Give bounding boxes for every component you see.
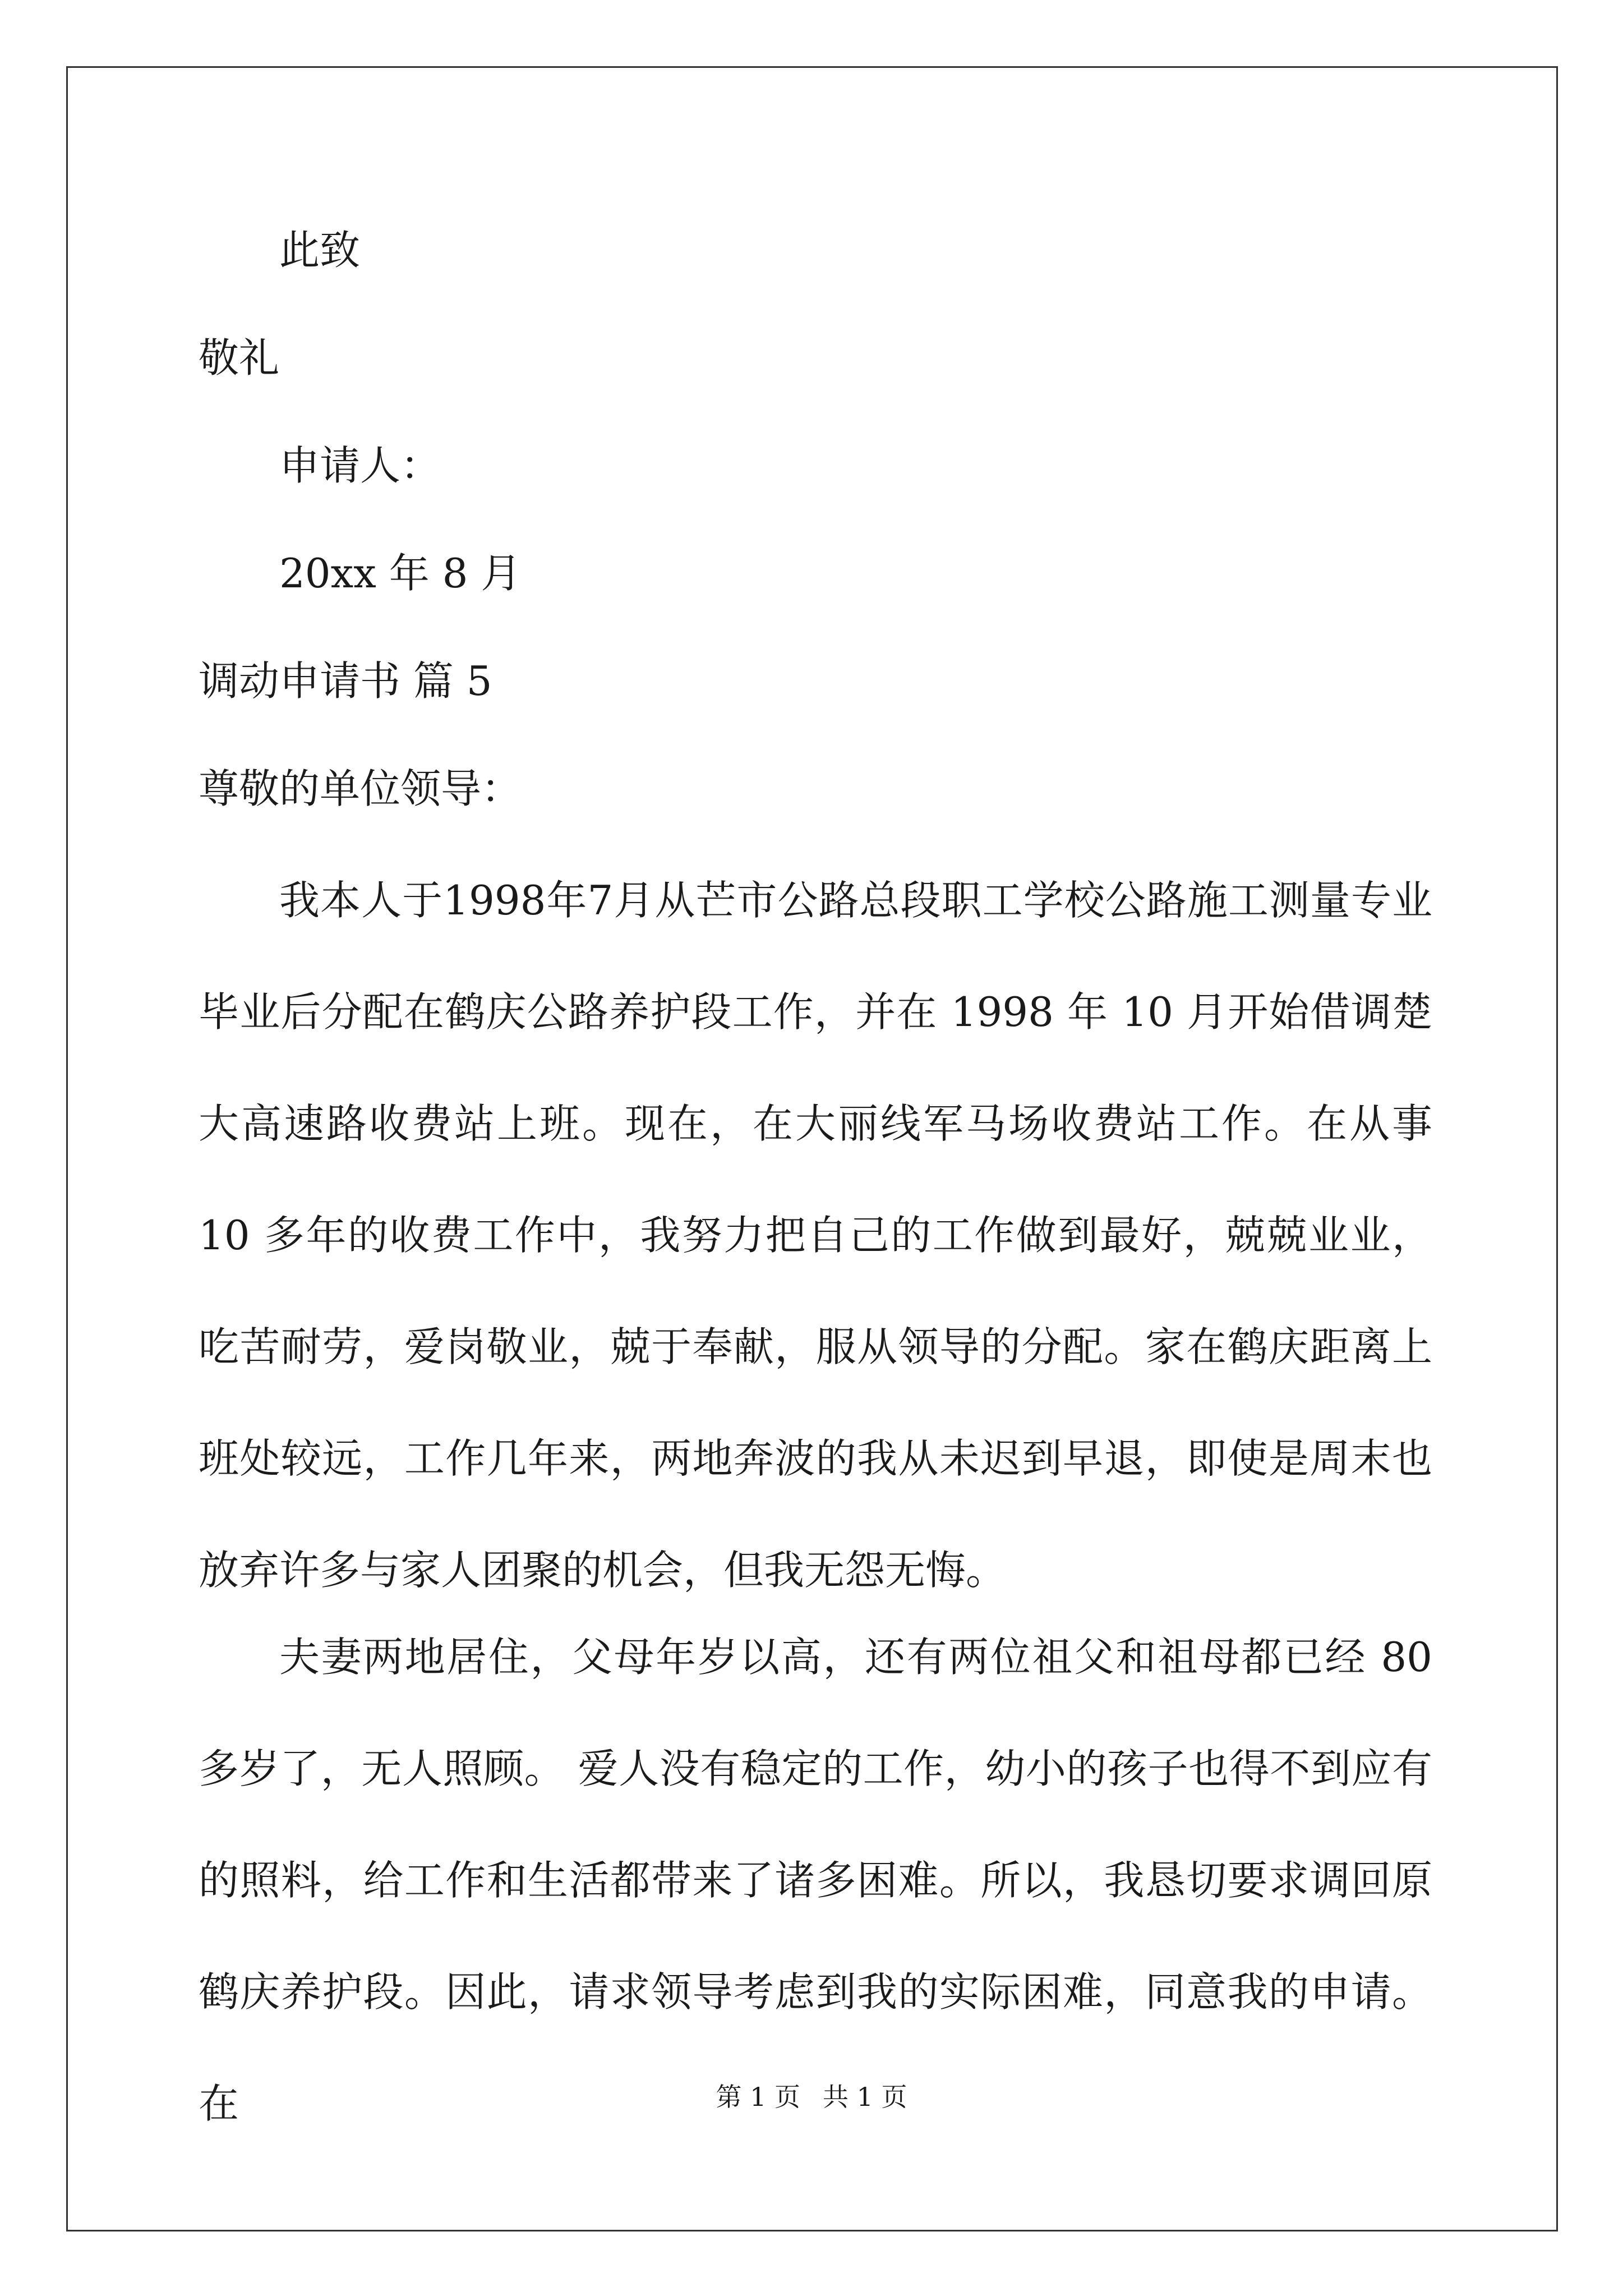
page-number: 第 1 页 <box>716 2082 800 2112</box>
page-total: 共 1 页 <box>823 2082 907 2112</box>
closing-line-1: 此致 <box>279 227 361 274</box>
body-paragraph-2: 夫妻两地居住，父母年岁以高，还有两位祖父和祖母都已经 80 多岁了，无人照顾。 爱人没有稳定的工作，幼小的孩子也得不到应有的照料，给工作和生活都带来了诸多困难。所以，我恳切要求调回原鹤庆养护段。因此，请求领导考虑到我的实际困难，同意我的申请。在 <box>199 1634 1432 2127</box>
section-title: 调动申请书 篇 5 <box>199 657 492 705</box>
body-paragraph-1: 我本人于1998年7月从芒市公路总段职工学校公路施工测量专业毕业后分配在鹤庆公路养护段工作，并在 1998 年 10 月开始借调楚大高速路收费站上班。现在，在大丽线军马场收费站工作。在从事 10 多年的收费工作中，我努力把自己的工作做到最好，兢兢业业，吃苦耐劳，爱岗敬业，兢于奉献，服从领导的分配。家在鹤庆距离上班处较远，工作几年来，两地奔波的我从未迟到早退，即使是周末也放弃许多与家人团聚的机会，但我无怨无悔。 <box>199 877 1432 1594</box>
page-footer <box>0 2080 1623 2114</box>
closing-line-2: 敬礼 <box>199 334 280 381</box>
applicant-label: 申请人： <box>279 442 441 489</box>
salutation: 尊敬的单位领导： <box>199 765 522 812</box>
letter-date: 20xx 年 8 月 <box>279 550 522 597</box>
